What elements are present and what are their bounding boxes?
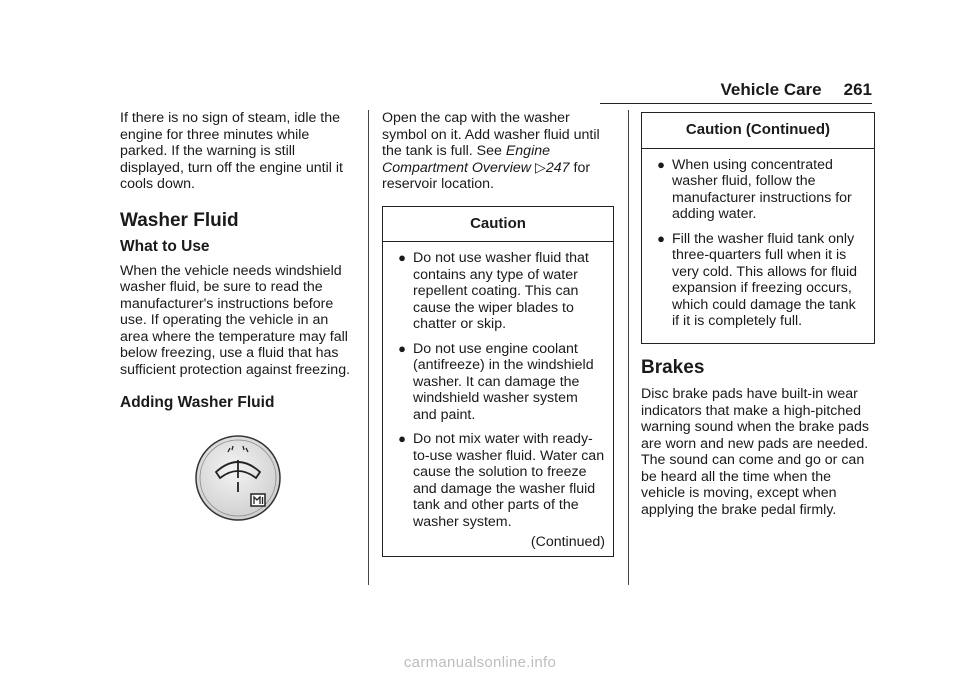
bullet-text: When using concentrated washer fluid, follow the manufacturer instructions for adding water. xyxy=(672,156,852,222)
continued-label: (Continued) xyxy=(530,534,605,550)
bullet-dot-icon: ● xyxy=(657,156,665,172)
caution-bullet xyxy=(650,157,866,223)
bullet-text: Do not mix water with ready-to-use washer fluid. Water can cause the solution to freeze and damage the washer fluid tank and other parts of the washer system. xyxy=(413,431,605,530)
bullet-text: Do not use washer fluid that contains any type of water repellent coating. This can cause the wiper blades to chatter or skip. xyxy=(413,250,589,332)
caution-bullet xyxy=(391,250,605,333)
washer-fluid-symbol-container xyxy=(120,434,356,522)
washer-fluid-heading: Washer Fluid xyxy=(120,209,239,231)
bullet-text: Do not use engine coolant (antifreeze) in the windshield washer. It can damage the windshield washer system and paint. xyxy=(413,340,594,423)
bullet-text: Fill the washer fluid tank only three-quarters full when it is very cold. This allows for fluid expansion if freezing occurs, which could damage the tank if it is completely full. xyxy=(672,230,858,329)
adding-washer-fluid-heading: Adding Washer Fluid xyxy=(120,394,275,411)
caution-box xyxy=(382,206,614,557)
ref-arrow-icon: ▷ xyxy=(534,159,546,176)
section-title: Vehicle Care xyxy=(720,80,822,99)
open-cap-paragraph xyxy=(382,110,614,193)
bullet-dot-icon: ● xyxy=(398,431,406,446)
caution-bullet xyxy=(391,431,605,530)
bullet-dot-icon: ● xyxy=(398,250,406,265)
caution-title: Caution xyxy=(383,207,613,243)
bullet-dot-icon: ● xyxy=(398,340,406,356)
open-cap-text: Open the cap with the washer symbol on it. Add washer fluid until the tank is full. See xyxy=(382,110,600,159)
column-divider xyxy=(368,110,369,585)
brakes-heading: Brakes xyxy=(641,356,705,378)
engine-compartment-link[interactable]: Engine Compartment Overview xyxy=(382,143,551,176)
caution-bullet xyxy=(391,341,605,424)
caution-bullet xyxy=(650,231,866,330)
bullet-dot-icon: ● xyxy=(657,230,665,246)
what-to-use-paragraph: When the vehicle needs windshield washer fluid, be sure to read the manufacturer's instructions before use. If operating the vehicle in an area where the temperature may fall below freezing, use a fluid that has sufficient protection against freezing. xyxy=(120,262,351,378)
ref-suffix: for reservoir location. xyxy=(382,159,591,192)
caution-continued-title: Caution (Continued) xyxy=(642,113,874,149)
intro-paragraph: If there is no sign of steam, idle the engine for three minutes while parked. If the warning is still displayed, turn off the engine until it cools down. xyxy=(120,110,343,192)
washer-fluid-symbol-icon xyxy=(194,434,282,522)
page-number: 261 xyxy=(843,80,872,99)
brakes-paragraph: Disc brake pads have built-in wear indicators that make a high-pitched warning sound when the brake pads are worn and new pads are needed. The sound can come and go or can be heard all the time when the vehicle is moving, except when applying the brake pedal firmly. xyxy=(641,386,869,518)
watermark-text: carmanualsonline.info xyxy=(403,654,557,671)
page-header xyxy=(600,80,872,104)
caution-continued-box xyxy=(641,112,875,344)
column-3 xyxy=(641,110,875,518)
column-1 xyxy=(120,110,356,522)
column-divider xyxy=(628,110,629,585)
ref-page[interactable]: 247 xyxy=(545,159,570,176)
column-2 xyxy=(382,110,614,557)
what-to-use-heading: What to Use xyxy=(120,238,210,255)
